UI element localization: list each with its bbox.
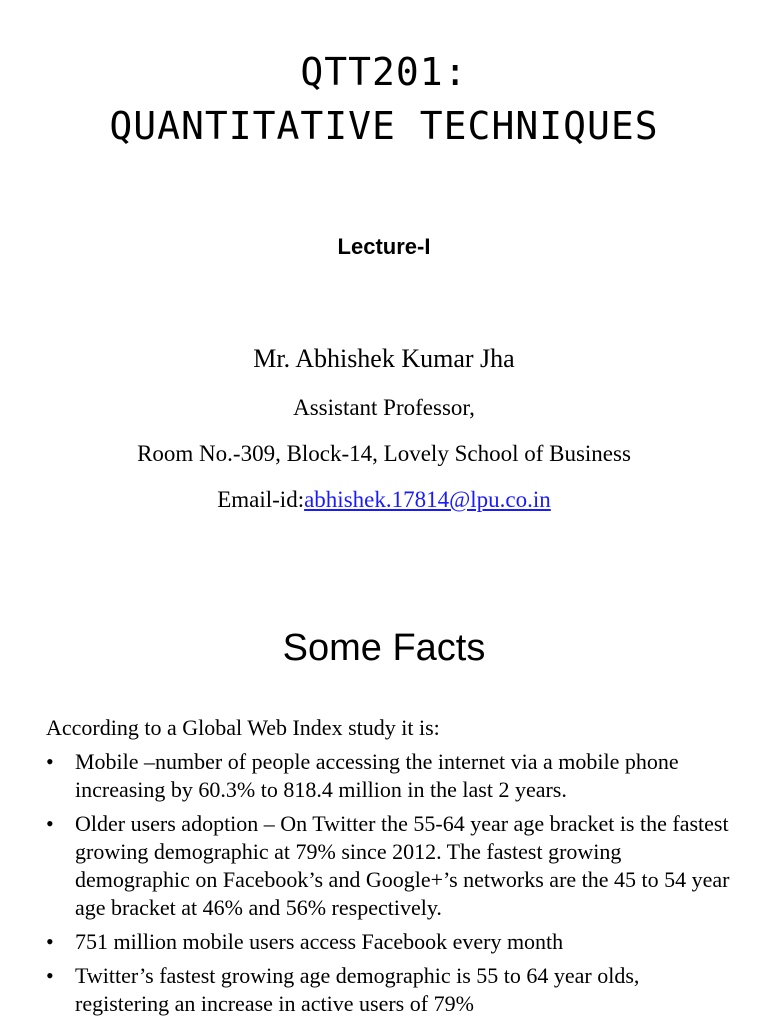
fact-list [46,748,736,1024]
fact-text: 751 million mobile users access Facebook every month [75,929,564,954]
bullet-icon: • [46,963,54,988]
facts-title: Some Facts [282,627,486,669]
fact-text: Mobile –number of people accessing the internet via a mobile phone increasing by 60.3% to 818.4 million in the last 2 years. [75,749,679,802]
lecture-label: Lecture-I [337,234,431,259]
course-title: QUANTITATIVE TECHNIQUES [109,104,659,148]
fact-item [46,928,736,956]
fact-text: Older users adoption – On Twitter the 55-64 year age bracket is the fastest growing demographic at 79% since 2012. The fastest growing demographic on Facebook’s and Google+’s networks are the 45 to 54 year age bracket at 46% and 56% respectively. [75,811,730,920]
instructor-name: Mr. Abhishek Kumar Jha [253,344,515,373]
facts-slide [0,560,768,1024]
email-row [0,484,768,516]
bullet-icon: • [46,811,54,836]
instructor-room: Room No.-309, Block-14, Lovely School of Business [137,441,631,466]
bullet-icon: • [46,749,54,774]
fact-item [46,962,736,1018]
course-code: QTT201: [300,50,468,94]
email-link[interactable]: abhishek.17814@lpu.co.in [304,487,551,512]
fact-text: Twitter’s fastest growing age demographic is 55 to 64 year olds, registering an increase in active users of 79% [75,963,640,1016]
email-label: Email-id: [217,487,305,512]
bullet-icon: • [46,929,54,954]
facts-intro: According to a Global Web Index study it is: [46,715,440,740]
fact-item [46,748,736,804]
fact-item [46,810,736,922]
instructor-designation: Assistant Professor, [293,395,475,420]
